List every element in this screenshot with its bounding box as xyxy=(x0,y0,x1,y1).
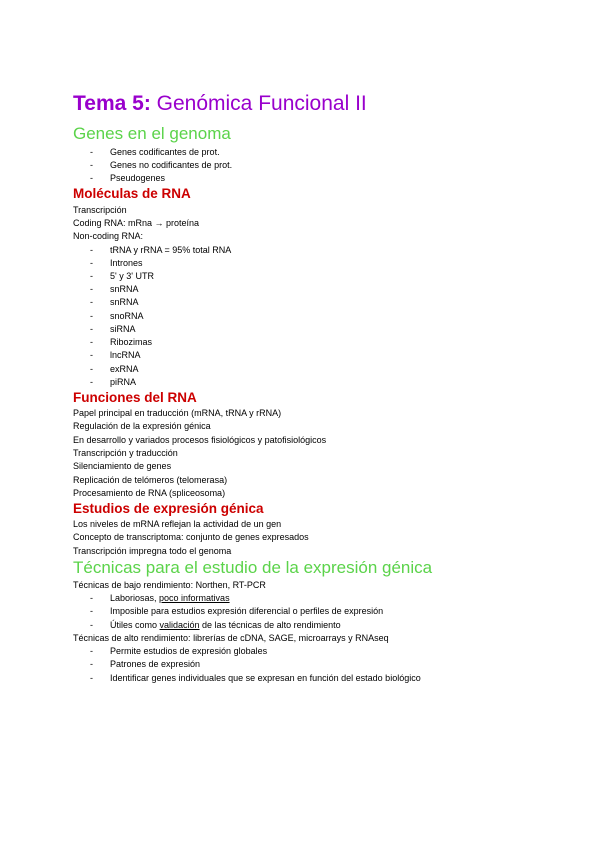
list-item: - 5' y 3' UTR xyxy=(90,271,154,281)
text-line: Procesamiento de RNA (spliceosoma) xyxy=(73,488,226,498)
text-line: En desarrollo y variados procesos fisiológicos y patofisiológicos xyxy=(73,435,327,445)
text-line: Silenciamiento de genes xyxy=(73,461,172,471)
list-item: - Imposible para estudios expresión diferencial o perfiles de expresión xyxy=(90,606,384,616)
list-item: - Genes codificantes de prot. xyxy=(90,147,220,157)
text-line: Papel principal en traducción (mRNA, tRNA y rRNA) xyxy=(73,408,282,418)
list-item: - exRNA xyxy=(90,364,139,374)
list-item: - Laboriosas, poco informativas xyxy=(90,593,230,603)
title-topic-name: Genómica Funcional II xyxy=(150,92,367,115)
heading-moleculas-de-rna: Moléculas de RNA xyxy=(73,186,191,201)
text-line: Técnicas de bajo rendimiento: Northen, RT-PCR xyxy=(73,580,266,590)
list-item: - Intrones xyxy=(90,258,143,268)
list-item: - Ribozimas xyxy=(90,337,153,347)
heading-tecnicas: Técnicas para el estudio de la expresión génica xyxy=(73,558,433,577)
list-item: - Identificar genes individuales que se expresan en función del estado biológico xyxy=(90,673,421,683)
text-line: Transcripción impregna todo el genoma xyxy=(73,546,232,556)
text-line: Concepto de transcriptoma: conjunto de genes expresados xyxy=(73,532,309,542)
list-item: - snRNA xyxy=(90,297,139,307)
list-item: - piRNA xyxy=(90,377,137,387)
heading-funciones-del-rna: Funciones del RNA xyxy=(73,390,197,405)
text-line: Técnicas de alto rendimiento: librerías de cDNA, SAGE, microarrays y RNAseq xyxy=(73,633,389,643)
text-line: Los niveles de mRNA reflejan la actividad de un gen xyxy=(73,519,282,529)
page-title xyxy=(73,90,367,118)
title-topic-number: Tema 5: xyxy=(73,92,151,115)
text-line: Regulación de la expresión génica xyxy=(73,421,211,431)
list-item: - tRNA y rRNA = 95% total RNA xyxy=(90,245,232,255)
list-item: - lncRNA xyxy=(90,350,141,360)
text-line: Coding RNA: mRna → proteína xyxy=(73,218,200,228)
heading-genes-en-el-genoma: Genes en el genoma xyxy=(73,124,231,143)
list-item: - snRNA xyxy=(90,284,139,294)
text-line: Transcripción xyxy=(73,205,127,215)
list-item: - siRNA xyxy=(90,324,136,334)
list-item: - Pseudogenes xyxy=(90,173,166,183)
heading-estudios-de-expresion: Estudios de expresión génica xyxy=(73,501,264,516)
list-item: - snoRNA xyxy=(90,311,144,321)
list-item: - Permite estudios de expresión globales xyxy=(90,646,268,656)
text-line: Replicación de telómeros (telomerasa) xyxy=(73,475,228,485)
text-line: Transcripción y traducción xyxy=(73,448,178,458)
text-line: Non-coding RNA: xyxy=(73,231,144,241)
list-item: - Patrones de expresión xyxy=(90,659,201,669)
list-item: - Útiles como validación de las técnicas de alto rendimiento xyxy=(90,620,341,630)
list-item: - Genes no codificantes de prot. xyxy=(90,160,233,170)
